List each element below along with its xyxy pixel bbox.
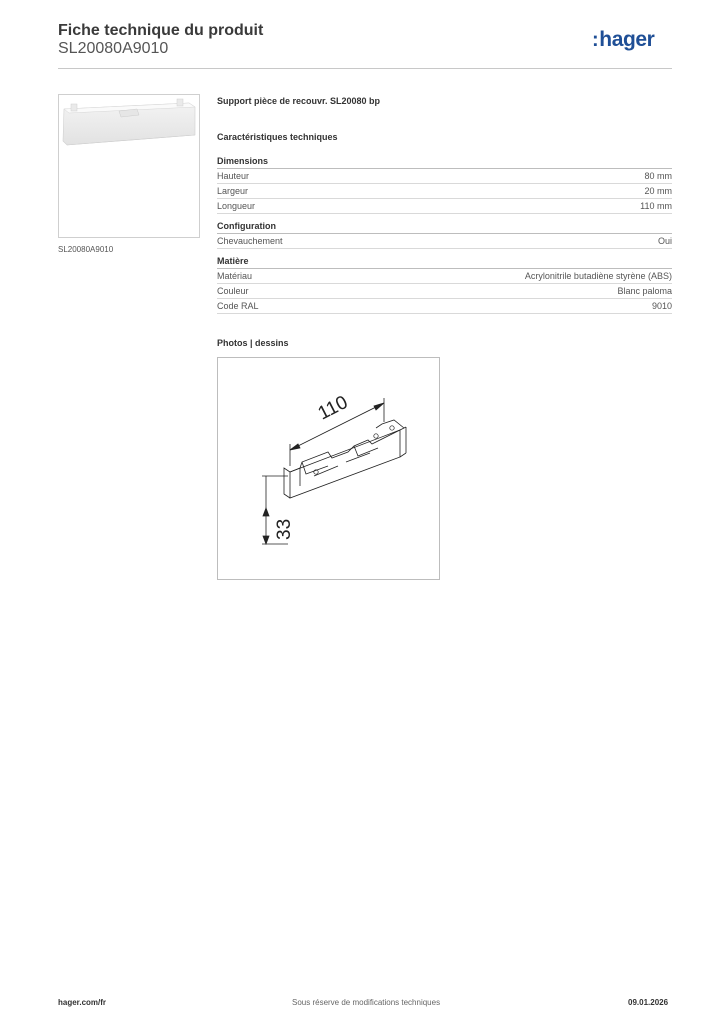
product-reference: SL20080A9010 (58, 40, 169, 57)
spec-label: Chevauchement (217, 236, 283, 246)
header-divider (58, 68, 672, 69)
spec-value: 110 mm (640, 201, 672, 211)
document-title: Fiche technique du produit (58, 22, 264, 39)
product-thumbnail (58, 94, 200, 238)
spec-label: Longueur (217, 201, 256, 211)
spec-value: Acrylonitrile butadiène styrène (ABS) (524, 271, 672, 281)
spec-label: Code RAL (217, 301, 259, 311)
spec-row (217, 199, 672, 214)
product-photo-image (59, 95, 199, 237)
logo-text: hager (599, 28, 655, 51)
spec-value: 20 mm (644, 186, 672, 196)
footer-notice: Sous réserve de modifications techniques (292, 998, 441, 1007)
spec-value: Blanc paloma (617, 286, 672, 296)
height-dimension-label: 33 (274, 518, 295, 540)
thumbnail-caption: SL20080A9010 (58, 245, 114, 254)
specs-section-label: Caractéristiques techniques (217, 132, 338, 142)
spec-label: Hauteur (217, 171, 250, 181)
dimension-drawing-image (218, 358, 439, 579)
spec-group-title: Dimensions (217, 155, 672, 169)
spec-row (217, 269, 672, 284)
part-outline (284, 420, 406, 498)
spec-group-title: Matière (217, 255, 672, 269)
spec-row (217, 299, 672, 314)
photos-section-label: Photos | dessins (217, 338, 289, 348)
spec-label: Largeur (217, 186, 249, 196)
length-dimension-label: 110 (314, 391, 352, 425)
spec-row (217, 284, 672, 299)
spec-row (217, 184, 672, 199)
hager-logo: :hager (592, 28, 655, 51)
spec-value: Oui (657, 236, 672, 246)
footer-date: 09.01.2026 (628, 998, 669, 1007)
product-description: Support pièce de recouvr. SL20080 bp (217, 96, 381, 106)
spec-row (217, 234, 672, 249)
specs-content (217, 94, 672, 314)
spec-label: Couleur (217, 286, 249, 296)
spec-group-title: Configuration (217, 220, 672, 234)
footer-website[interactable]: hager.com/fr (58, 998, 107, 1007)
spec-label: Matériau (217, 271, 253, 281)
technical-drawing (217, 357, 440, 580)
spec-value: 9010 (651, 301, 672, 311)
spec-value: 80 mm (644, 171, 672, 181)
spec-row (217, 169, 672, 184)
